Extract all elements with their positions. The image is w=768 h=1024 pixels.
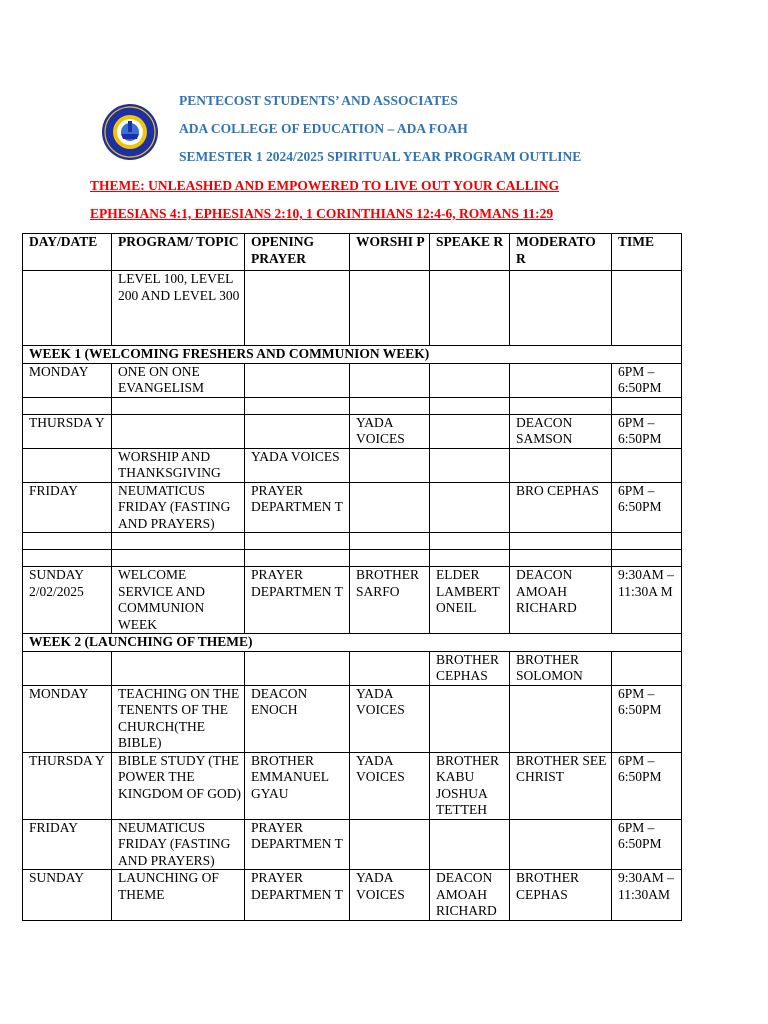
table-cell — [350, 448, 430, 482]
table-cell — [350, 533, 430, 550]
column-header: PROGRAM/ TOPIC — [112, 234, 245, 271]
table-cell: LAUNCHING OF THEME — [112, 870, 245, 921]
table-cell: MONDAY — [23, 363, 112, 397]
table-cell: PRAYER DEPARTMEN T — [245, 482, 350, 533]
table-cell: 6PM – 6:50PM — [612, 414, 682, 448]
week-label: WEEK 1 (WELCOMING FRESHERS AND COMMUNION WEEK) — [23, 346, 682, 364]
table-cell: 6PM – 6:50PM — [612, 482, 682, 533]
table-cell — [612, 533, 682, 550]
table-cell: BROTHER SARFO — [350, 567, 430, 634]
table-row — [23, 414, 682, 448]
table-cell — [430, 550, 510, 567]
table-cell — [510, 819, 612, 870]
table-cell — [245, 414, 350, 448]
table-cell: BROTHER CEPHAS — [430, 651, 510, 685]
column-header: OPENING PRAYER — [245, 234, 350, 271]
table-cell: DEACON AMOAH RICHARD — [510, 567, 612, 634]
table-cell: BROTHER SEE CHRIST — [510, 752, 612, 819]
table-cell — [350, 363, 430, 397]
table-cell — [612, 550, 682, 567]
table-cell: SUNDAY — [23, 870, 112, 921]
table-cell — [430, 448, 510, 482]
college-seal-logo — [101, 103, 159, 161]
table-cell — [430, 414, 510, 448]
table-cell — [245, 397, 350, 414]
table-row — [23, 819, 682, 870]
table-cell — [510, 533, 612, 550]
column-header: DAY/DATE — [23, 234, 112, 271]
table-cell — [350, 397, 430, 414]
table-row — [23, 870, 682, 921]
table-cell: ONE ON ONE EVANGELISM — [112, 363, 245, 397]
table-cell: 9:30AM – 11:30A M — [612, 567, 682, 634]
table-header-row — [23, 234, 682, 271]
table-cell — [430, 533, 510, 550]
table-cell — [510, 448, 612, 482]
table-row — [23, 752, 682, 819]
table-cell: NEUMATICUS FRIDAY (FASTING AND PRAYERS) — [112, 482, 245, 533]
table-row — [23, 567, 682, 634]
table-cell: BRO CEPHAS — [510, 482, 612, 533]
table-cell — [23, 397, 112, 414]
table-cell — [612, 397, 682, 414]
table-cell: FRIDAY — [23, 482, 112, 533]
table-cell: WORSHIP AND THANKSGIVING — [112, 448, 245, 482]
table-cell: THURSDA Y — [23, 414, 112, 448]
table-cell: PRAYER DEPARTMEN T — [245, 819, 350, 870]
table-cell — [245, 550, 350, 567]
table-cell — [112, 651, 245, 685]
table-cell — [245, 533, 350, 550]
table-cell — [612, 271, 682, 346]
table-row — [23, 550, 682, 567]
schedule-body — [23, 271, 682, 921]
table-cell — [350, 550, 430, 567]
college-title: ADA COLLEGE OF EDUCATION – ADA FOAH — [179, 121, 468, 136]
table-cell — [23, 271, 112, 346]
table-cell: FRIDAY — [23, 819, 112, 870]
table-cell: YADA VOICES — [245, 448, 350, 482]
table-cell: 9:30AM – 11:30AM — [612, 870, 682, 921]
table-cell: PRAYER DEPARTMEN T — [245, 870, 350, 921]
column-header: WORSHI P — [350, 234, 430, 271]
table-cell: YADA VOICES — [350, 870, 430, 921]
table-cell — [510, 550, 612, 567]
table-cell: BROTHER CEPHAS — [510, 870, 612, 921]
table-cell: NEUMATICUS FRIDAY (FASTING AND PRAYERS) — [112, 819, 245, 870]
table-cell: BROTHER EMMANUEL GYAU — [245, 752, 350, 819]
table-cell — [350, 819, 430, 870]
program-title: SEMESTER 1 2024/2025 SPIRITUAL YEAR PROGRAM OUTLINE — [179, 149, 582, 164]
table-cell — [245, 363, 350, 397]
table-cell: YADA VOICES — [350, 414, 430, 448]
scripture-line: EPHESIANS 4:1, EPHESIANS 2:10, 1 CORINTHIANS 12:4-6, ROMANS 11:29 — [90, 206, 554, 221]
table-cell — [350, 271, 430, 346]
table-cell — [112, 533, 245, 550]
column-header: SPEAKE R — [430, 234, 510, 271]
table-cell — [612, 651, 682, 685]
table-row — [23, 363, 682, 397]
table-cell: BROTHER KABU JOSHUA TETTEH — [430, 752, 510, 819]
table-cell — [430, 271, 510, 346]
table-cell — [510, 363, 612, 397]
table-cell — [430, 397, 510, 414]
table-cell: 6PM – 6:50PM — [612, 685, 682, 752]
table-cell: BIBLE STUDY (THE POWER THE KINGDOM OF GOD) — [112, 752, 245, 819]
table-row — [23, 271, 682, 346]
table-cell: WELCOME SERVICE AND COMMUNION WEEK — [112, 567, 245, 634]
organization-title: PENTECOST STUDENTS’ AND ASSOCIATES — [179, 93, 458, 108]
table-cell: 6PM – 6:50PM — [612, 819, 682, 870]
table-cell: 6PM – 6:50PM — [612, 363, 682, 397]
table-cell: MONDAY — [23, 685, 112, 752]
table-cell — [112, 414, 245, 448]
college-seal-icon — [101, 103, 159, 161]
table-cell — [430, 482, 510, 533]
column-header: TIME — [612, 234, 682, 271]
table-row — [23, 651, 682, 685]
table-row — [23, 448, 682, 482]
table-cell — [350, 482, 430, 533]
schedule-table — [22, 233, 682, 921]
table-cell — [350, 651, 430, 685]
table-cell: THURSDA Y — [23, 752, 112, 819]
table-cell: TEACHING ON THE TENENTS OF THE CHURCH(THE BIBLE) — [112, 685, 245, 752]
table-cell — [245, 271, 350, 346]
table-row — [23, 685, 682, 752]
table-cell — [112, 550, 245, 567]
table-cell: ELDER LAMBERT ONEIL — [430, 567, 510, 634]
table-cell: DEACON ENOCH — [245, 685, 350, 752]
table-row — [23, 482, 682, 533]
table-cell: BROTHER SOLOMON — [510, 651, 612, 685]
table-cell — [245, 651, 350, 685]
table-cell: 6PM – 6:50PM — [612, 752, 682, 819]
week-header-row — [23, 346, 682, 364]
table-cell — [112, 397, 245, 414]
table-cell — [510, 685, 612, 752]
table-cell: PRAYER DEPARTMEN T — [245, 567, 350, 634]
table-cell — [23, 651, 112, 685]
table-cell — [430, 819, 510, 870]
table-cell — [430, 685, 510, 752]
theme-line: THEME: UNLEASHED AND EMPOWERED TO LIVE OUT YOUR CALLING — [90, 178, 560, 193]
table-cell — [430, 363, 510, 397]
table-cell: YADA VOICES — [350, 685, 430, 752]
week-header-row — [23, 634, 682, 652]
table-cell — [23, 533, 112, 550]
column-header: MODERATO R — [510, 234, 612, 271]
table-cell: YADA VOICES — [350, 752, 430, 819]
table-cell: DEACON AMOAH RICHARD — [430, 870, 510, 921]
table-cell — [510, 397, 612, 414]
table-cell — [23, 448, 112, 482]
table-cell — [510, 271, 612, 346]
table-cell: LEVEL 100, LEVEL 200 AND LEVEL 300 — [112, 271, 245, 346]
table-cell: DEACON SAMSON — [510, 414, 612, 448]
table-cell — [23, 550, 112, 567]
table-row — [23, 397, 682, 414]
week-label: WEEK 2 (LAUNCHING OF THEME) — [23, 634, 682, 652]
table-row — [23, 533, 682, 550]
table-cell — [612, 448, 682, 482]
table-cell: SUNDAY 2/02/2025 — [23, 567, 112, 634]
